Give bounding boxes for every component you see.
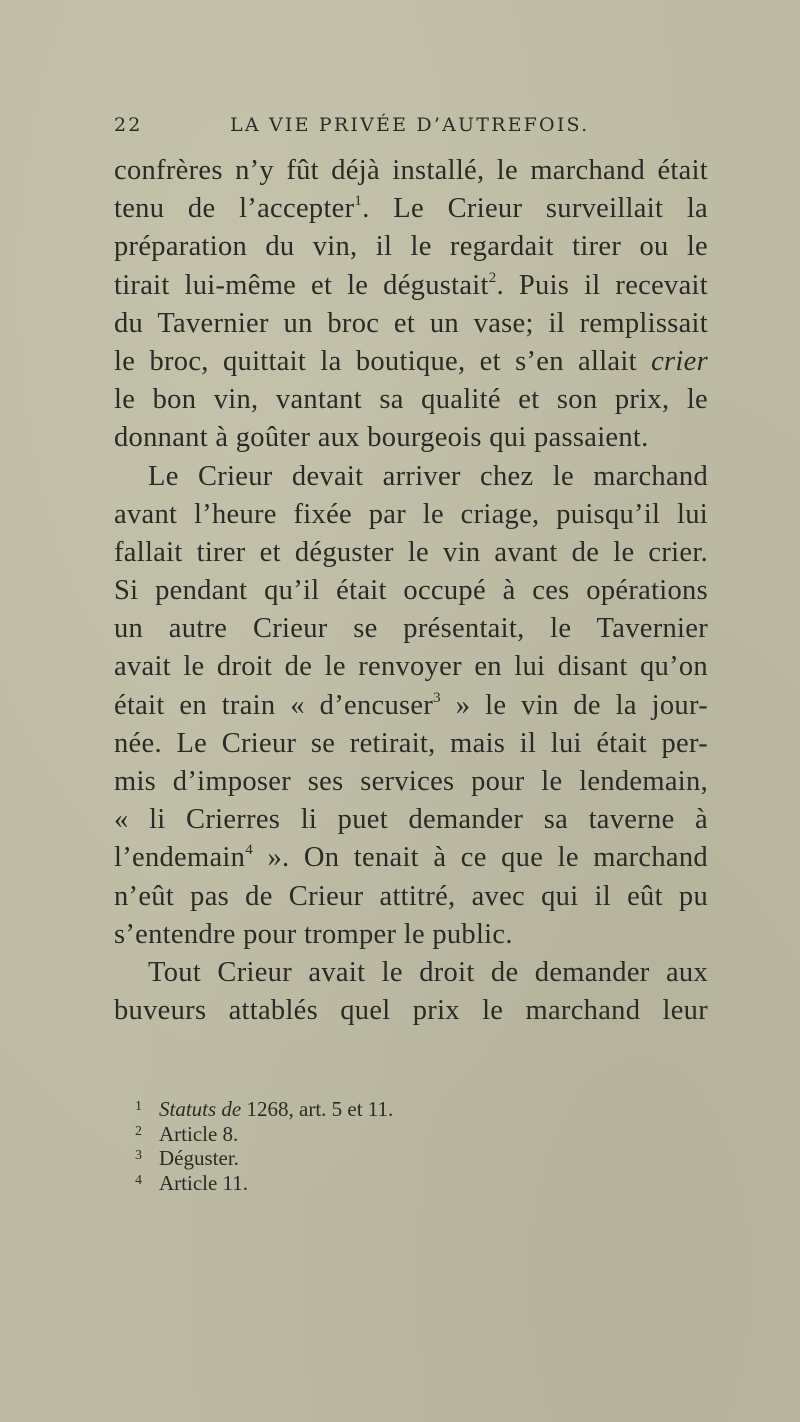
footnote: 3 Déguster. [135, 1146, 239, 1170]
text-line: donnant à goûter aux bourgeois qui passaient. [114, 422, 649, 454]
text-line: « li Crierres li puet demander sa taverne à [114, 804, 708, 836]
footnote-ref: 3 [433, 689, 441, 706]
text-line: buveurs attablés quel prix le marchand leur [114, 995, 708, 1027]
footnote-mark: 2 [135, 1123, 142, 1139]
footnote: 4 Article 11. [135, 1170, 249, 1195]
text-line: fallait tirer et déguster le vin avant de le crier. [114, 536, 708, 568]
text-line: s’entendre pour tromper le public. [114, 918, 513, 950]
text-line: l’endemain$^4$ ». On tenait à ce que le marchand [114, 842, 708, 874]
text-line: mis d’imposer ses services pour le lendemain, [114, 766, 708, 797]
text-line: Le Crieur devait arriver chez le marchand [148, 460, 708, 492]
footnote-mark: 1 [135, 1099, 142, 1114]
text-line: confrères n’y fût déjà installé, le marchand était [114, 155, 708, 186]
running-title: LA VIE PRIVÉE D’AUTREFOIS. [230, 114, 590, 136]
footnote: 2 Article 8. [135, 1121, 239, 1146]
text-line: avait le droit de le renvoyer en lui disant qu’on [114, 651, 708, 683]
footnotes [135, 1096, 535, 1194]
text-line: Si pendant qu’il était occupé à ces opérations [114, 575, 708, 607]
body-text [114, 152, 708, 1030]
text-line: Tout Crieur avait le droit de demander aux [148, 956, 708, 988]
text-line: préparation du vin, il le regardait tirer ou le [114, 231, 708, 263]
text-line: tirait lui-même et le dégustait$^2$. Puis il recevait [114, 269, 708, 301]
page-number: 22 [114, 114, 143, 136]
text-line: un autre Crieur se présentait, le Tavernier [114, 613, 708, 645]
footnote-ref: 4 [245, 842, 254, 859]
text-line: du Tavernier un broc et un vase; il remplissait [114, 307, 708, 339]
text-line: le bon vin, vantant sa qualité et son prix, le [114, 384, 708, 416]
footnote-ref: 2 [488, 269, 497, 286]
text-line: avant l’heure fixée par le criage, puisqu’il lui [114, 498, 708, 530]
emphasis: crier [651, 345, 708, 377]
text-line: tenu de l’accepter$^1$. Le Crieur surveillait la [114, 193, 708, 225]
text-line: n’eût pas de Crieur attitré, avec qui il eût pu [114, 880, 708, 912]
text-line: née. Le Crieur se retirait, mais il lui était per- [114, 727, 708, 759]
text-line: était en train « d’encuser$^3$ » le vin de la jour- [114, 689, 708, 721]
running-head [114, 114, 712, 144]
footnote: 1 Statuts de 1268, art. 5 et 11. [135, 1097, 394, 1121]
footnote-mark: 3 [135, 1148, 142, 1163]
footnote-mark: 4 [135, 1172, 142, 1188]
footnote-ref: 1 [354, 193, 363, 210]
text-line: le broc, quittait la boutique, et s’en allait crier [114, 345, 708, 377]
